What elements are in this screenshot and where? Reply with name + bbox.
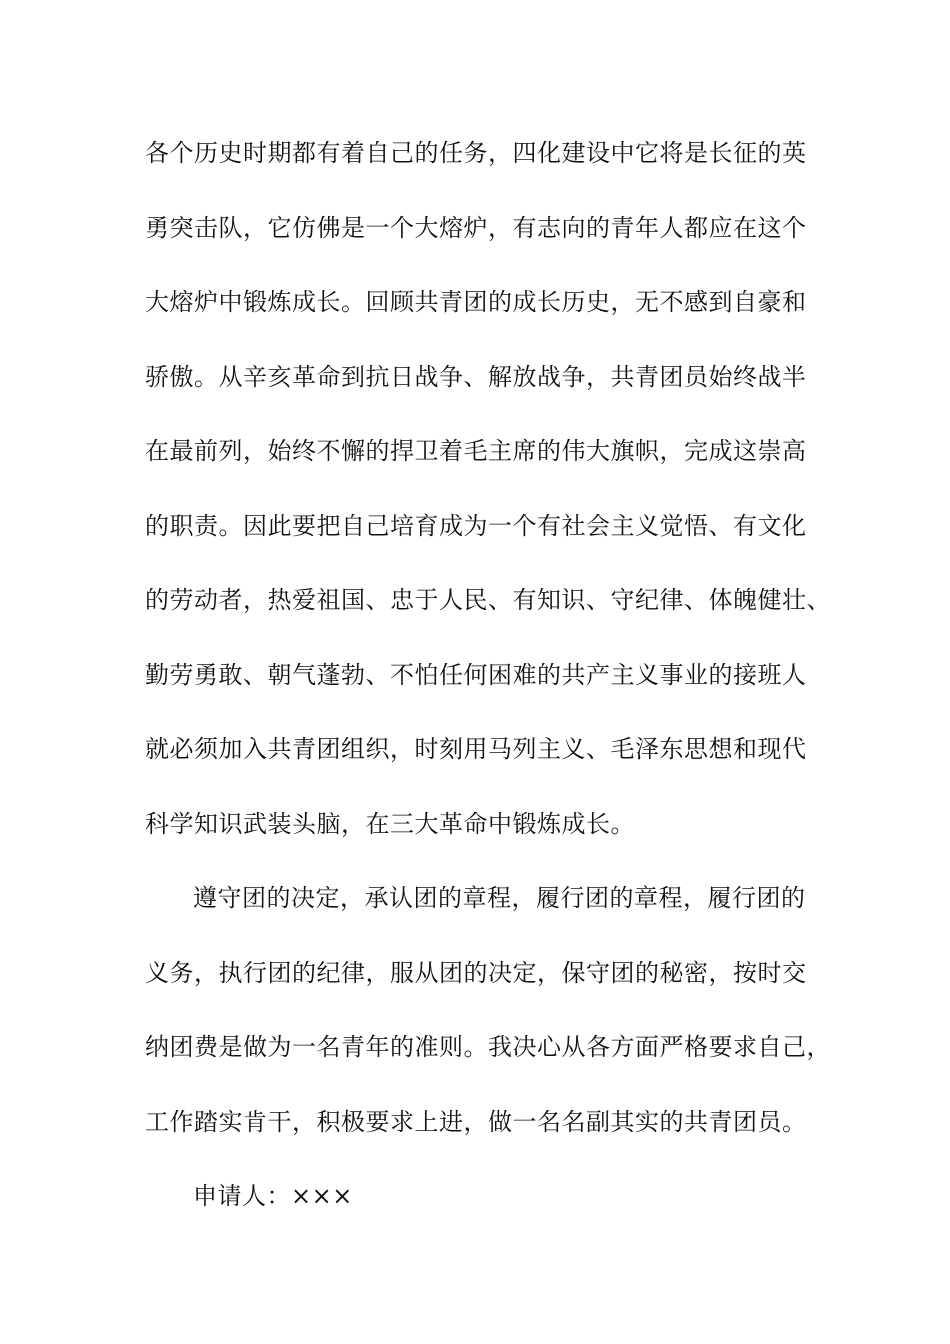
text-line: 骄傲。从辛亥革命到抗日战争、解放战争，共青团员始终战半 [145,362,807,391]
text-line: 勤劳勇敢、朝气蓬勃、不怕任何困难的共产主义事业的接班人 [145,660,807,689]
text-line: 勇突击队，它仿佛是一个大熔炉，有志向的青年人都应在这个 [145,213,807,242]
text-line: 在最前列，始终不懈的捍卫着毛主席的伟大旗帜，完成这崇高 [145,437,807,465]
applicant-signature-line: 申请人：××× [193,1182,353,1210]
paragraph-start-line: 遵守团的决定，承认团的章程，履行团的章程，履行团的 [193,884,806,912]
text-line: 就必须加入共青团组织，时刻用马列主义、毛泽东思想和现代 [145,735,807,763]
text-line: 科学知识武装头脑，在三大革命中锻炼成长。 [145,809,635,838]
text-line: 义务，执行团的纪律，服从团的决定，保守团的秘密，按时交 [145,958,807,987]
text-line: 的劳动者，热爱祖国、忠于人民、有知识、守纪律、体魄健壮、 [145,586,831,614]
text-line: 的职责。因此要把自己培育成为一个有社会主义觉悟、有文化 [145,511,807,540]
text-line: 各个历史时期都有着自己的任务，四化建设中它将是长征的英 [145,139,807,167]
application-letter-body [145,131,845,1249]
text-line: 工作踏实肯干，积极要求上进，做一名名副其实的共青团员。 [145,1107,807,1136]
text-line: 纳团费是做为一名青年的准则。我决心从各方面严格要求自己， [145,1033,831,1061]
text-line: 大熔炉中锻炼成长。回顾共青团的成长历史，无不感到自豪和 [145,288,807,316]
